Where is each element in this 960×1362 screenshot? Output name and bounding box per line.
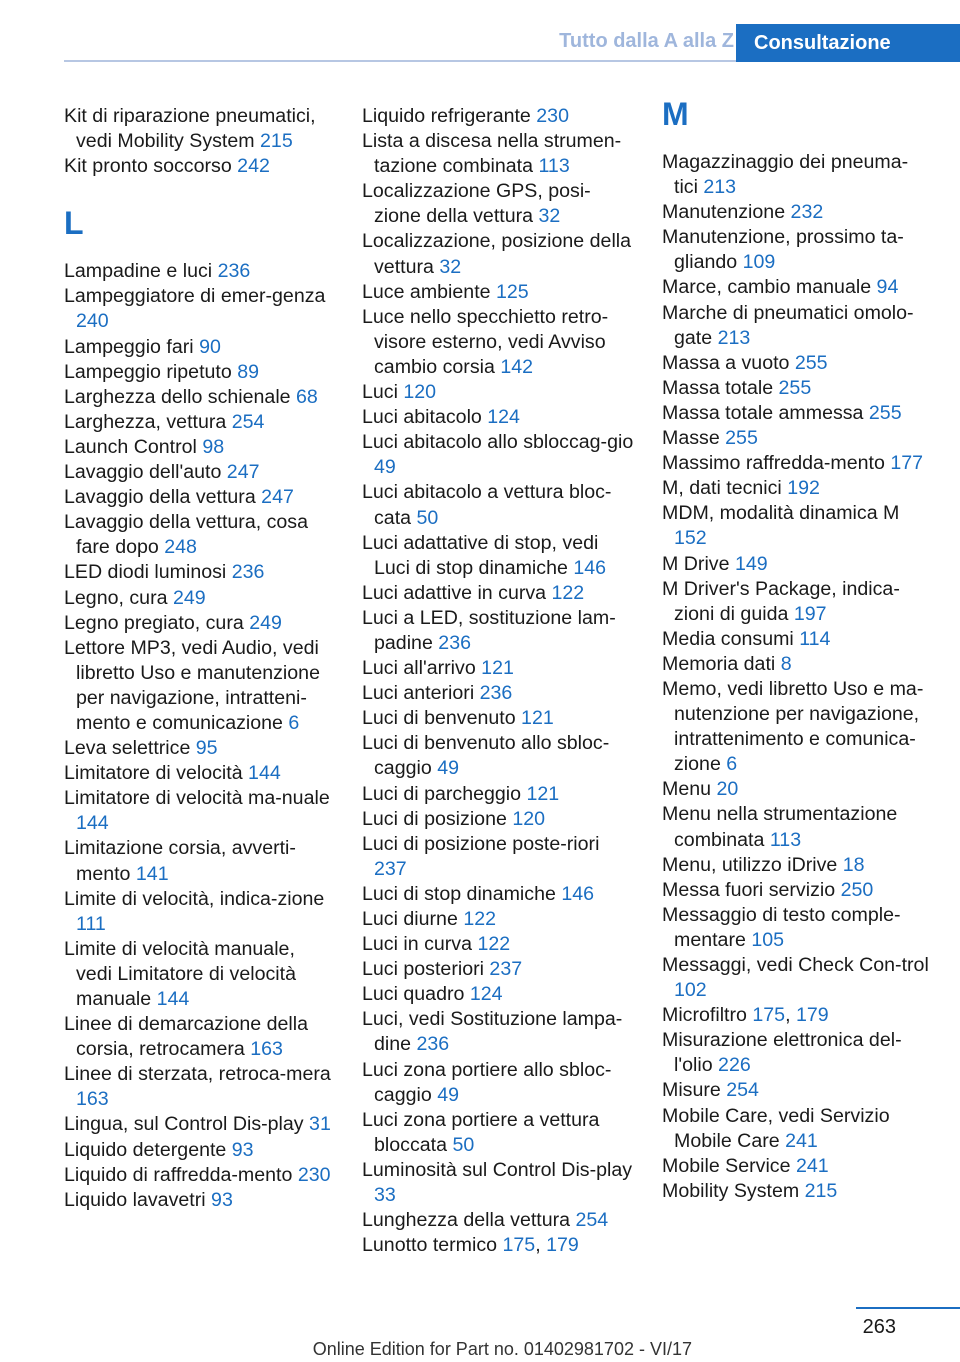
- page-link[interactable]: 102: [674, 979, 707, 1002]
- index-term: Limite di velocità manuale, vedi Limitatore di velocità manuale: [64, 937, 296, 1010]
- index-term: Memoria dati: [662, 652, 781, 675]
- index-term: Luci di posizione: [362, 807, 513, 830]
- index-entry: [64, 460, 336, 485]
- index-term: M Drive: [662, 552, 735, 575]
- index-term: Marce, cambio manuale: [662, 276, 877, 299]
- page-link[interactable]: 254: [231, 410, 265, 433]
- index-term: Luci di posizione poste‐riori: [362, 832, 600, 855]
- index-entry: [64, 560, 336, 585]
- index-term: Limitazione corsia, avverti‐mento: [64, 837, 296, 885]
- index-term: Lettore MP3, vedi Audio, vedi libretto Uso e manutenzione per navigazione, intratteni‐mento e comunicazione: [64, 636, 320, 734]
- index-entry: [64, 1138, 336, 1163]
- page-link[interactable]: 240: [76, 310, 109, 333]
- index-entry: [662, 501, 930, 551]
- page-number: 263: [862, 1316, 896, 1338]
- page-link[interactable]: 141: [135, 862, 169, 885]
- index-term: Luci di benvenuto allo sbloc‐caggio: [362, 732, 610, 780]
- page-link[interactable]: 226: [718, 1054, 751, 1077]
- index-term: M Driver's Package, indica‐zioni di guida: [662, 577, 900, 625]
- page-link[interactable]: 20: [716, 778, 739, 801]
- page-link[interactable]: 230: [536, 105, 569, 127]
- page-link[interactable]: 232: [790, 201, 824, 224]
- page-link[interactable]: 254: [575, 1209, 609, 1232]
- index-entry: [64, 284, 336, 334]
- index-term: Misurazione elettronica del‐l'olio: [662, 1029, 902, 1077]
- index-term: MDM, modalità dinamica M: [662, 502, 900, 525]
- index-term: Microfiltro: [662, 1004, 753, 1027]
- page-link[interactable]: 152: [674, 527, 707, 550]
- index-term: Linee di sterzata, retroca‐mera: [64, 1063, 331, 1086]
- index-column-2: [362, 104, 634, 1258]
- index-entry: [362, 480, 634, 530]
- page-link[interactable]: 215: [260, 130, 293, 153]
- page-link[interactable]: 6: [726, 753, 738, 776]
- index-entry: [662, 225, 930, 275]
- page-link[interactable]: 236: [438, 631, 471, 654]
- chapter-tab[interactable]: Consultazione: [736, 24, 960, 62]
- index-term: Liquido detergente: [64, 1138, 232, 1161]
- index-term: Lavaggio della vettura: [64, 486, 262, 509]
- index-entry: [662, 777, 930, 802]
- index-term: Lampeggio fari: [64, 335, 200, 358]
- index-term: Luci zona portiere a vettura bloccata: [362, 1108, 600, 1156]
- page-link[interactable]: 18: [842, 853, 865, 876]
- index-term: Larghezza dello schienale: [64, 385, 297, 408]
- page-link[interactable]: 255: [868, 401, 902, 424]
- index-term: Manutenzione, prossimo ta‐gliando: [662, 226, 904, 274]
- index-column-3: [662, 96, 930, 1204]
- index-entry: [662, 275, 930, 300]
- page-link[interactable]: 179: [546, 1234, 579, 1257]
- page-link[interactable]: 213: [717, 326, 751, 349]
- index-entry: [64, 1112, 336, 1137]
- page-link[interactable]: 124: [469, 983, 503, 1006]
- index-entry: [662, 200, 930, 225]
- page-link[interactable]: 149: [734, 552, 768, 575]
- index-entry: [662, 1078, 930, 1103]
- letter-spacer: [64, 239, 336, 259]
- index-entry: [662, 577, 930, 627]
- page-link[interactable]: 111: [76, 912, 106, 935]
- index-term: Luci diurne: [362, 908, 464, 930]
- page-link[interactable]: 254: [726, 1079, 759, 1102]
- index-entry: [662, 802, 930, 852]
- index-term: Luci di parcheggio: [362, 782, 527, 805]
- page-link[interactable]: 163: [76, 1088, 109, 1111]
- index-term: M, dati tecnici: [662, 477, 788, 500]
- index-term: Lampeggiatore di emer‐genza: [64, 285, 326, 308]
- index-entry: [64, 836, 336, 886]
- index-term: Marche di pneumatici omolo‐gate: [662, 301, 914, 349]
- page-link[interactable]: 249: [172, 586, 206, 609]
- page-link[interactable]: 236: [231, 561, 265, 584]
- index-entry: [662, 401, 930, 426]
- index-entry: [362, 229, 634, 279]
- index-term: Luci: [362, 381, 404, 404]
- index-letter-heading: M: [662, 96, 689, 132]
- index-entry: [64, 1012, 336, 1062]
- index-entry: [362, 405, 634, 430]
- index-entry: [64, 761, 336, 786]
- index-entry: [64, 410, 336, 435]
- index-term: Lunotto termico: [362, 1234, 503, 1257]
- index-entry: [662, 1104, 930, 1154]
- index-entry: [362, 1058, 634, 1108]
- index-term: Luci adattive in curva: [362, 581, 552, 604]
- index-entry: [662, 552, 930, 577]
- index-term: Localizzazione, posizione della vettura: [362, 230, 632, 278]
- index-term: Legno, cura: [64, 586, 173, 609]
- index-entry: [362, 907, 634, 932]
- page-link[interactable]: 241: [785, 1129, 818, 1152]
- page-link[interactable]: 144: [76, 812, 109, 835]
- index-term: Localizzazione GPS, posi‐zione della vettura: [362, 180, 591, 228]
- index-term: Massa a vuoto: [662, 351, 795, 374]
- index-entry: [362, 731, 634, 781]
- index-entry: [362, 129, 634, 179]
- page-link[interactable]: 122: [477, 933, 511, 956]
- index-entry: [662, 1028, 930, 1078]
- index-term: Legno pregiato, cura: [64, 611, 250, 634]
- index-entry: [362, 531, 634, 581]
- index-term: Luci a LED, sostituzione lam‐padine: [362, 606, 616, 654]
- index-term: Luminosità sul Control Dis‐play: [362, 1158, 633, 1181]
- index-entry: [662, 652, 930, 677]
- page-link[interactable]: 215: [804, 1179, 838, 1202]
- index-term: Liquido lavavetri: [64, 1188, 212, 1211]
- index-entry: [64, 586, 336, 611]
- index-entry: [64, 435, 336, 460]
- index-entry: [64, 786, 336, 836]
- index-entry: [362, 280, 634, 305]
- index-term: Luce ambiente: [362, 280, 496, 303]
- index-term: Luci abitacolo a vettura bloc‐cata: [362, 481, 612, 529]
- index-entry: [362, 1007, 634, 1057]
- index-entry: [662, 476, 930, 501]
- index-term: Magazzinaggio dei pneuma‐tici: [662, 151, 909, 199]
- index-entry: [662, 853, 930, 878]
- index-entry: [64, 1062, 336, 1112]
- index-entry: [662, 677, 930, 777]
- index-term: Luci zona portiere allo sbloc‐caggio: [362, 1058, 612, 1106]
- page-link[interactable]: 113: [769, 828, 802, 851]
- page-link[interactable]: 125: [495, 280, 529, 303]
- index-term: Lampadine e luci: [64, 260, 218, 283]
- page-link[interactable]: 175: [752, 1004, 786, 1027]
- page-link[interactable]: 90: [199, 335, 221, 358]
- page-link[interactable]: 49: [437, 1083, 459, 1106]
- page-link[interactable]: 142: [500, 355, 534, 378]
- index-term: Luci adattative di stop, vedi Luci di stop dinamiche: [362, 531, 599, 579]
- index-term: Lunghezza della vettura: [362, 1209, 576, 1232]
- index-term: Luci abitacolo allo sbloccag‐gio: [362, 431, 634, 454]
- page-link[interactable]: 177: [890, 452, 924, 475]
- index-entry: [362, 380, 634, 405]
- index-term: Luci posteriori: [362, 958, 490, 981]
- index-entry: [362, 681, 634, 706]
- index-entry: [662, 627, 930, 652]
- index-term: Luci quadro: [362, 983, 470, 1006]
- index-term: Lavaggio dell'auto: [64, 461, 227, 484]
- index-entry: [362, 581, 634, 606]
- page-link[interactable]: 197: [793, 602, 827, 625]
- page-link[interactable]: 124: [487, 406, 520, 429]
- page-link[interactable]: 255: [794, 351, 828, 374]
- letter-spacer: [64, 179, 336, 207]
- index-term: Messaggio di testo comple‐mentare: [662, 903, 901, 951]
- page-link[interactable]: 144: [156, 988, 190, 1010]
- page-link[interactable]: 31: [309, 1113, 331, 1136]
- index-entry: [362, 1233, 634, 1258]
- page-link[interactable]: 6: [288, 711, 300, 734]
- index-term: Limitatore di velocità ma‐nuale: [64, 787, 330, 810]
- index-term: Luci abitacolo: [362, 406, 488, 429]
- page-link[interactable]: 230: [297, 1163, 331, 1186]
- index-entry: [662, 1003, 930, 1028]
- index-entry: [662, 301, 930, 351]
- index-term: Masse: [662, 427, 726, 450]
- index-entry: [662, 451, 930, 476]
- index-entry: [64, 485, 336, 510]
- index-entry: [64, 360, 336, 385]
- index-entry: [362, 982, 634, 1007]
- index-entry: [662, 351, 930, 376]
- index-entry: [64, 259, 336, 284]
- index-term: Massa totale: [662, 376, 779, 399]
- index-term: Misure: [662, 1079, 727, 1102]
- page-link[interactable]: 98: [202, 435, 225, 458]
- page-link[interactable]: 241: [795, 1154, 829, 1177]
- index-entry: [362, 656, 634, 681]
- page-link[interactable]: 213: [703, 176, 737, 199]
- index-term: Manutenzione: [662, 201, 791, 224]
- index-term: Media consumi: [662, 627, 800, 650]
- page-link[interactable]: 32: [439, 255, 462, 278]
- index-entry: [64, 385, 336, 410]
- index-term: Larghezza, vettura: [64, 410, 232, 433]
- page-link[interactable]: 122: [551, 581, 585, 604]
- page-link[interactable]: 95: [195, 737, 218, 760]
- page-link[interactable]: 113: [538, 155, 570, 178]
- page-link[interactable]: 50: [452, 1133, 475, 1156]
- page-link[interactable]: 255: [778, 376, 812, 399]
- index-term: Memo, vedi libretto Uso e ma‐nutenzione per navigazione, intrattenimento e comunica‐zione: [662, 677, 924, 776]
- index-entry: [64, 510, 336, 560]
- index-entry: [362, 807, 634, 832]
- index-entry: [64, 736, 336, 761]
- page-link[interactable]: 121: [521, 707, 554, 730]
- page-link[interactable]: 120: [403, 381, 437, 404]
- index-entry: [64, 335, 336, 360]
- page-link[interactable]: 109: [742, 251, 776, 274]
- page-link[interactable]: 49: [374, 456, 396, 479]
- index-term: Mobile Care, vedi Servizio Mobile Care: [662, 1104, 890, 1152]
- page-link[interactable]: 114: [799, 627, 831, 650]
- page-link[interactable]: 248: [164, 536, 197, 559]
- index-entry: [64, 1188, 336, 1213]
- index-term: Massimo raffredda‐mento: [662, 452, 891, 475]
- index-term: Lingua, sul Control Dis‐play: [64, 1113, 310, 1136]
- page-link[interactable]: 93: [231, 1138, 254, 1161]
- page-link[interactable]: 237: [489, 958, 523, 981]
- index-column-1: [64, 104, 336, 1213]
- index-term: Mobility System: [662, 1179, 805, 1202]
- page-link[interactable]: 50: [416, 506, 439, 529]
- page-link[interactable]: 255: [725, 427, 758, 450]
- index-letter-heading: L: [64, 205, 84, 242]
- index-entry: [362, 882, 634, 907]
- index-entry: [362, 1208, 634, 1233]
- index-term: Lampeggio ripetuto: [64, 360, 238, 383]
- index-term: Launch Control: [64, 435, 203, 458]
- index-entry: [662, 426, 930, 451]
- index-term: Messa fuori servizio: [662, 878, 841, 901]
- index-term: Lista a discesa nella strumen‐tazione combinata: [362, 130, 622, 178]
- page-link[interactable]: 146: [573, 556, 607, 579]
- page-link[interactable]: 179: [795, 1004, 829, 1027]
- index-term: Luci di benvenuto: [362, 707, 522, 730]
- index-term: LED diodi luminosi: [64, 561, 232, 584]
- page-separator: ,: [535, 1234, 547, 1257]
- page-link[interactable]: 192: [787, 477, 820, 500]
- index-entry: [362, 932, 634, 957]
- page-link[interactable]: 163: [250, 1038, 283, 1061]
- index-entry: [64, 154, 336, 179]
- index-entry: [362, 104, 634, 129]
- page-link[interactable]: 236: [217, 260, 251, 283]
- index-entry: [362, 606, 634, 656]
- index-entry: [64, 887, 336, 937]
- page-link[interactable]: 68: [296, 385, 318, 408]
- page-link[interactable]: 236: [416, 1033, 450, 1056]
- page-link[interactable]: 8: [780, 652, 792, 675]
- index-term: Luce nello specchietto retro‐visore esterno, vedi Avviso cambio corsia: [362, 305, 609, 378]
- index-entry: [362, 782, 634, 807]
- index-entry: [64, 937, 336, 1012]
- page-link[interactable]: 89: [237, 360, 259, 383]
- index-entry: [362, 1158, 634, 1208]
- index-term: Liquido refrigerante: [362, 105, 537, 127]
- index-term: Luci in curva: [362, 933, 478, 956]
- page-link[interactable]: 247: [226, 461, 260, 484]
- index-term: Liquido di raffredda‐mento: [64, 1163, 298, 1186]
- index-entry: [362, 957, 634, 982]
- index-entry: [362, 1108, 634, 1158]
- page-link[interactable]: 144: [248, 762, 281, 785]
- index-term: Linee di demarcazione della corsia, retrocamera: [64, 1013, 308, 1061]
- index-entry: [362, 430, 634, 480]
- page-link[interactable]: 250: [840, 878, 874, 901]
- index-entry: [362, 179, 634, 229]
- page-link[interactable]: 249: [249, 611, 282, 634]
- index-entry: [662, 376, 930, 401]
- page-link[interactable]: 93: [211, 1188, 233, 1211]
- page-separator: ,: [785, 1004, 796, 1027]
- index-entry: [64, 611, 336, 636]
- page-link[interactable]: 94: [876, 276, 899, 299]
- index-term: Luci di stop dinamiche: [362, 882, 562, 905]
- index-entry: [64, 104, 336, 154]
- page-link[interactable]: 237: [374, 857, 407, 880]
- page-link[interactable]: 121: [526, 782, 560, 805]
- page-link[interactable]: 122: [463, 908, 497, 930]
- page-link[interactable]: 120: [512, 807, 546, 830]
- section-title: Tutto dalla A alla Z: [559, 30, 734, 52]
- index-term: Lavaggio della vettura, cosa fare dopo: [64, 511, 308, 559]
- page-link[interactable]: 146: [561, 882, 595, 905]
- index-term: Menu, utilizzo iDrive: [662, 853, 843, 876]
- index-term: Massa totale ammessa: [662, 401, 869, 424]
- index-term: Limitatore di velocità: [64, 762, 249, 785]
- page-link[interactable]: 247: [261, 486, 294, 509]
- page-link[interactable]: 236: [479, 682, 513, 705]
- index-term: Luci, vedi Sostituzione lampa‐dine: [362, 1008, 623, 1056]
- index-term: Messaggi, vedi Check Con‐trol: [662, 954, 929, 976]
- index-entry: [662, 953, 930, 1003]
- index-entry: [662, 903, 930, 953]
- index-entry: [64, 636, 336, 736]
- index-term: Leva selettrice: [64, 737, 196, 760]
- index-entry: [64, 1163, 336, 1188]
- index-entry: [662, 1154, 930, 1179]
- footer-rule: [856, 1307, 960, 1309]
- index-term: Kit di riparazione pneumatici, vedi Mobility System: [64, 105, 316, 153]
- index-entry: [662, 150, 930, 200]
- index-term: Luci anteriori: [362, 682, 480, 705]
- index-entry: [362, 706, 634, 731]
- index-term: Luci all'arrivo: [362, 657, 482, 680]
- page-link[interactable]: 175: [502, 1234, 536, 1257]
- page-link[interactable]: 33: [374, 1184, 396, 1207]
- edition-note: Online Edition for Part no. 01402981702 - VI/17: [312, 1339, 692, 1359]
- index-term: Menu nella strumentazione combinata: [662, 803, 898, 851]
- page-link[interactable]: 32: [538, 205, 561, 228]
- page-link[interactable]: 105: [751, 928, 785, 951]
- index-term: Limite di velocità, indica‐zione: [64, 887, 325, 910]
- page-link[interactable]: 121: [481, 657, 514, 680]
- index-entry: [662, 878, 930, 903]
- index-term: Menu: [662, 778, 717, 801]
- page-link[interactable]: 242: [237, 155, 270, 178]
- index-entry: [362, 832, 634, 882]
- index-entry: [362, 305, 634, 380]
- page-link[interactable]: 49: [437, 757, 459, 780]
- index-term: Mobile Service: [662, 1154, 796, 1177]
- index-term: Kit pronto soccorso: [64, 155, 238, 178]
- index-entry: [662, 1179, 930, 1204]
